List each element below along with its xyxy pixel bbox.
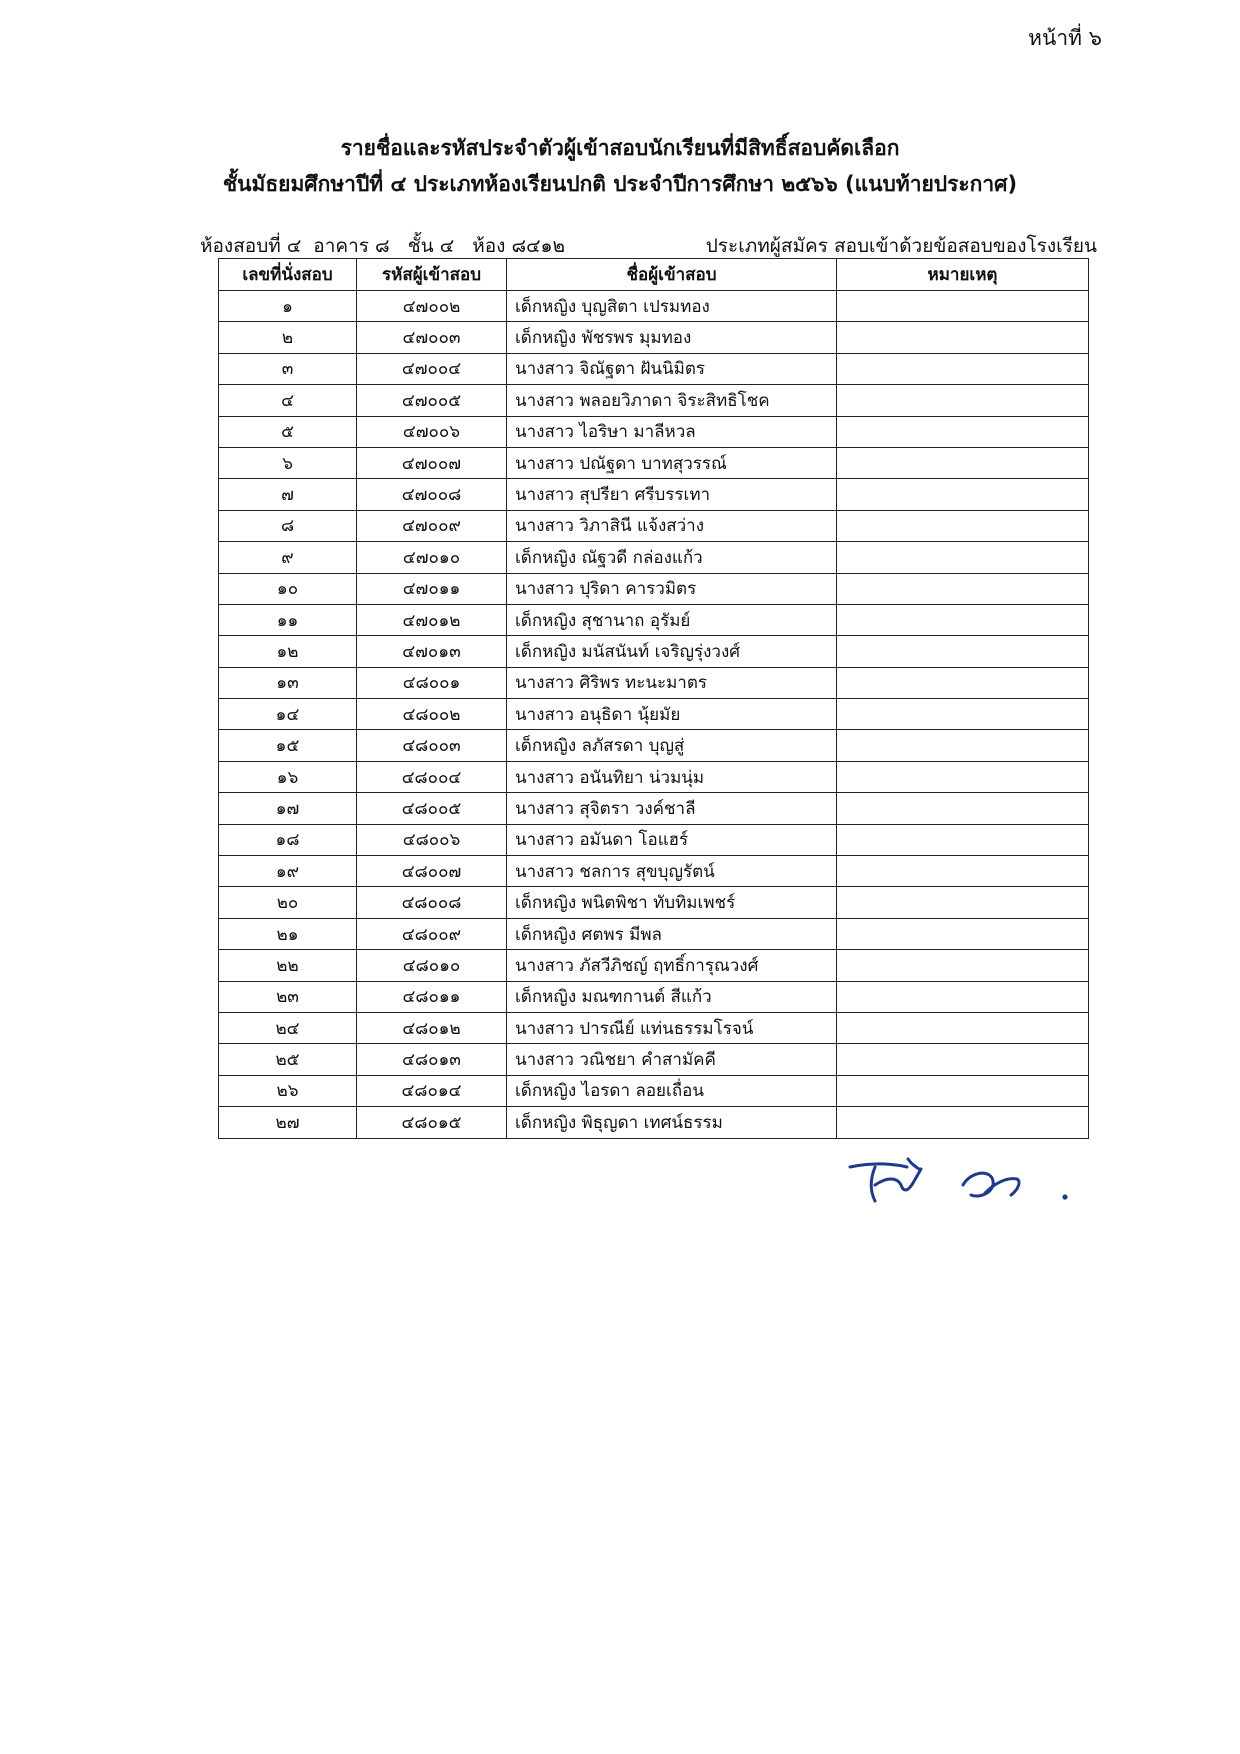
table-row (219, 667, 1089, 698)
candidate-code-cell: ๔๗๐๑๓ (357, 636, 507, 667)
remarks-cell (837, 322, 1089, 353)
remarks-cell (837, 573, 1089, 604)
header-row (219, 259, 1089, 291)
candidate-name-cell: เด็กหญิง ศตพร มีพล (507, 918, 837, 949)
table-body (219, 291, 1089, 1139)
candidate-code-cell: ๔๘๐๐๑ (357, 667, 507, 698)
candidate-name-cell: นางสาว ปารณีย์ แท่นธรรมโรจน์ (507, 1012, 837, 1043)
remarks-cell (837, 447, 1089, 478)
remarks-cell (837, 1012, 1089, 1043)
remarks-cell (837, 479, 1089, 510)
seat-number-cell: ๕ (219, 416, 357, 447)
candidate-name-cell: นางสาว ปณัฐดา บาทสุวรรณ์ (507, 447, 837, 478)
table-row (219, 824, 1089, 855)
exam-roster-table (218, 258, 1089, 1139)
candidate-name-cell: นางสาว ภัสวีภิชญ์ ฤทธิ์การุณวงศ์ (507, 950, 837, 981)
candidate-code-cell: ๔๗๐๑๐ (357, 542, 507, 573)
remarks-cell (837, 385, 1089, 416)
candidate-code-cell: ๔๗๐๐๗ (357, 447, 507, 478)
candidate-code-cell: ๔๘๐๐๒ (357, 699, 507, 730)
header-candidate-code: รหัสผู้เข้าสอบ (357, 259, 507, 291)
remarks-cell (837, 699, 1089, 730)
candidate-name-cell: เด็กหญิง มนัสนันท์ เจริญรุ่งวงศ์ (507, 636, 837, 667)
seat-number-cell: ๑๗ (219, 793, 357, 824)
seat-number-cell: ๑๐ (219, 573, 357, 604)
candidate-code-cell: ๔๘๐๐๙ (357, 918, 507, 949)
remarks-cell (837, 291, 1089, 322)
candidate-code-cell: ๔๘๐๐๖ (357, 824, 507, 855)
candidate-code-cell: ๔๗๐๐๙ (357, 510, 507, 541)
candidate-code-cell: ๔๘๐๐๕ (357, 793, 507, 824)
exam-room-info: ห้องสอบที่ ๔ อาคาร ๘ ชั้น ๔ ห้อง ๘๔๑๒ (200, 235, 566, 257)
seat-number-cell: ๗ (219, 479, 357, 510)
header-candidate-name: ชื่อผู้เข้าสอบ (507, 259, 837, 291)
remarks-cell (837, 981, 1089, 1012)
remarks-cell (837, 636, 1089, 667)
candidate-code-cell: ๔๘๐๑๓ (357, 1044, 507, 1075)
remarks-cell (837, 667, 1089, 698)
remarks-cell (837, 730, 1089, 761)
table-row (219, 604, 1089, 635)
seat-number-cell: ๒ (219, 322, 357, 353)
candidate-name-cell: นางสาว พลอยวิภาดา จิระสิทธิโชค (507, 385, 837, 416)
candidate-name-cell: นางสาว ชลการ สุขบุญรัตน์ (507, 856, 837, 887)
remarks-cell (837, 416, 1089, 447)
table-row (219, 322, 1089, 353)
remarks-cell (837, 824, 1089, 855)
table-row (219, 1012, 1089, 1043)
candidate-code-cell: ๔๗๐๐๖ (357, 416, 507, 447)
seat-number-cell: ๒๕ (219, 1044, 357, 1075)
remarks-cell (837, 761, 1089, 792)
candidate-name-cell: เด็กหญิง บุญสิตา เปรมทอง (507, 291, 837, 322)
remarks-cell (837, 1107, 1089, 1138)
document-title-line-1: รายชื่อและรหัสประจำตัวผู้เข้าสอบนักเรียนที่มีสิทธิ์สอบคัดเลือก (340, 136, 900, 160)
applicant-type: ประเภทผู้สมัคร สอบเข้าด้วยข้อสอบของโรงเรียน (705, 235, 1097, 257)
candidate-code-cell: ๔๘๐๐๘ (357, 887, 507, 918)
seat-number-cell: ๓ (219, 353, 357, 384)
table-row (219, 699, 1089, 730)
candidate-name-cell: เด็กหญิง ลภัสรดา บุญสู่ (507, 730, 837, 761)
remarks-cell (837, 950, 1089, 981)
candidate-name-cell: นางสาว อนันทิยา น่วมนุ่ม (507, 761, 837, 792)
table-row (219, 385, 1089, 416)
candidate-name-cell: นางสาว ปุริดา คารวมิตร (507, 573, 837, 604)
table-row (219, 793, 1089, 824)
seat-number-cell: ๙ (219, 542, 357, 573)
candidate-name-cell: นางสาว วณิชยา คำสามัคคี (507, 1044, 837, 1075)
candidate-name-cell: นางสาว วิภาสินี แจ้งสว่าง (507, 510, 837, 541)
candidate-code-cell: ๔๘๐๑๑ (357, 981, 507, 1012)
candidate-code-cell: ๔๘๐๑๕ (357, 1107, 507, 1138)
document-title-line-2: ชั้นมัธยมศึกษาปีที่ ๔ ประเภทห้องเรียนปกติ ประจำปีการศึกษา ๒๕๖๖ (แนบท้ายประกาศ) (222, 172, 1018, 196)
candidate-name-cell: เด็กหญิง พนิตพิชา ทับทิมเพชร์ (507, 887, 837, 918)
seat-number-cell: ๒๓ (219, 981, 357, 1012)
seat-number-cell: ๑๔ (219, 699, 357, 730)
candidate-code-cell: ๔๗๐๐๔ (357, 353, 507, 384)
seat-number-cell: ๖ (219, 447, 357, 478)
candidate-code-cell: ๔๘๐๐๔ (357, 761, 507, 792)
candidate-name-cell: เด็กหญิง พิธุญดา เทศน์ธรรม (507, 1107, 837, 1138)
table-row (219, 542, 1089, 573)
seat-number-cell: ๑๒ (219, 636, 357, 667)
seat-number-cell: ๑๑ (219, 604, 357, 635)
candidate-code-cell: ๔๘๐๑๐ (357, 950, 507, 981)
candidate-name-cell: นางสาว อมันดา โอแฮร์ (507, 824, 837, 855)
candidate-code-cell: ๔๗๐๑๒ (357, 604, 507, 635)
remarks-cell (837, 604, 1089, 635)
table-header (219, 259, 1089, 291)
header-remarks: หมายเหตุ (837, 259, 1089, 291)
remarks-cell (837, 542, 1089, 573)
seat-number-cell: ๑๘ (219, 824, 357, 855)
candidate-code-cell: ๔๘๐๐๗ (357, 856, 507, 887)
candidate-name-cell: นางสาว อนุธิดา นุ้ยมัย (507, 699, 837, 730)
candidate-name-cell: นางสาว สุปรียา ศรีบรรเทา (507, 479, 837, 510)
candidate-code-cell: ๔๗๐๐๓ (357, 322, 507, 353)
candidate-name-cell: เด็กหญิง สุชานาถ อุรัมย์ (507, 604, 837, 635)
candidate-name-cell: เด็กหญิง พัชรพร มุมทอง (507, 322, 837, 353)
candidate-name-cell: นางสาว ไอริษา มาลีหวล (507, 416, 837, 447)
table-row (219, 636, 1089, 667)
seat-number-cell: ๑๓ (219, 667, 357, 698)
table-row (219, 291, 1089, 322)
seat-number-cell: ๒๒ (219, 950, 357, 981)
seat-number-cell: ๒๖ (219, 1075, 357, 1106)
candidate-name-cell: นางสาว จิณัฐตา ฝันนิมิตร (507, 353, 837, 384)
table-row (219, 887, 1089, 918)
remarks-cell (837, 887, 1089, 918)
seat-number-cell: ๒๗ (219, 1107, 357, 1138)
signature-image (845, 1155, 1075, 1210)
remarks-cell (837, 856, 1089, 887)
seat-number-cell: ๘ (219, 510, 357, 541)
table-row (219, 573, 1089, 604)
table-row (219, 447, 1089, 478)
remarks-cell (837, 510, 1089, 541)
table-row (219, 1075, 1089, 1106)
seat-number-cell: ๒๔ (219, 1012, 357, 1043)
table-row (219, 1044, 1089, 1075)
remarks-cell (837, 1044, 1089, 1075)
candidate-code-cell: ๔๗๐๑๑ (357, 573, 507, 604)
candidate-name-cell: นางสาว ศิริพร ทะนะมาตร (507, 667, 837, 698)
candidate-code-cell: ๔๘๐๑๔ (357, 1075, 507, 1106)
header-seat-number: เลขที่นั่งสอบ (219, 259, 357, 291)
table-row (219, 856, 1089, 887)
seat-number-cell: ๒๐ (219, 887, 357, 918)
table-row (219, 416, 1089, 447)
candidate-code-cell: ๔๗๐๐๘ (357, 479, 507, 510)
seat-number-cell: ๑๕ (219, 730, 357, 761)
candidate-name-cell: เด็กหญิง มณฑกานต์ สีแก้ว (507, 981, 837, 1012)
seat-number-cell: ๑๙ (219, 856, 357, 887)
table-row (219, 353, 1089, 384)
seat-number-cell: ๑๖ (219, 761, 357, 792)
remarks-cell (837, 1075, 1089, 1106)
remarks-cell (837, 353, 1089, 384)
seat-number-cell: ๒๑ (219, 918, 357, 949)
remarks-cell (837, 918, 1089, 949)
candidate-name-cell: เด็กหญิง ไอรดา ลอยเถื่อน (507, 1075, 837, 1106)
candidate-code-cell: ๔๘๐๐๓ (357, 730, 507, 761)
seat-number-cell: ๔ (219, 385, 357, 416)
candidate-code-cell: ๔๗๐๐๕ (357, 385, 507, 416)
page-number: หน้าที่ ๖ (1028, 26, 1102, 50)
table-row (219, 981, 1089, 1012)
candidate-code-cell: ๔๘๐๑๒ (357, 1012, 507, 1043)
candidate-name-cell: เด็กหญิง ณัฐวดี กล่องแก้ว (507, 542, 837, 573)
table-row (219, 918, 1089, 949)
table-row (219, 479, 1089, 510)
table-row (219, 730, 1089, 761)
candidate-code-cell: ๔๗๐๐๒ (357, 291, 507, 322)
table-row (219, 761, 1089, 792)
table-row (219, 510, 1089, 541)
remarks-cell (837, 793, 1089, 824)
candidate-name-cell: นางสาว สุจิตรา วงค์ชาลี (507, 793, 837, 824)
table-row (219, 950, 1089, 981)
seat-number-cell: ๑ (219, 291, 357, 322)
table-row (219, 1107, 1089, 1138)
